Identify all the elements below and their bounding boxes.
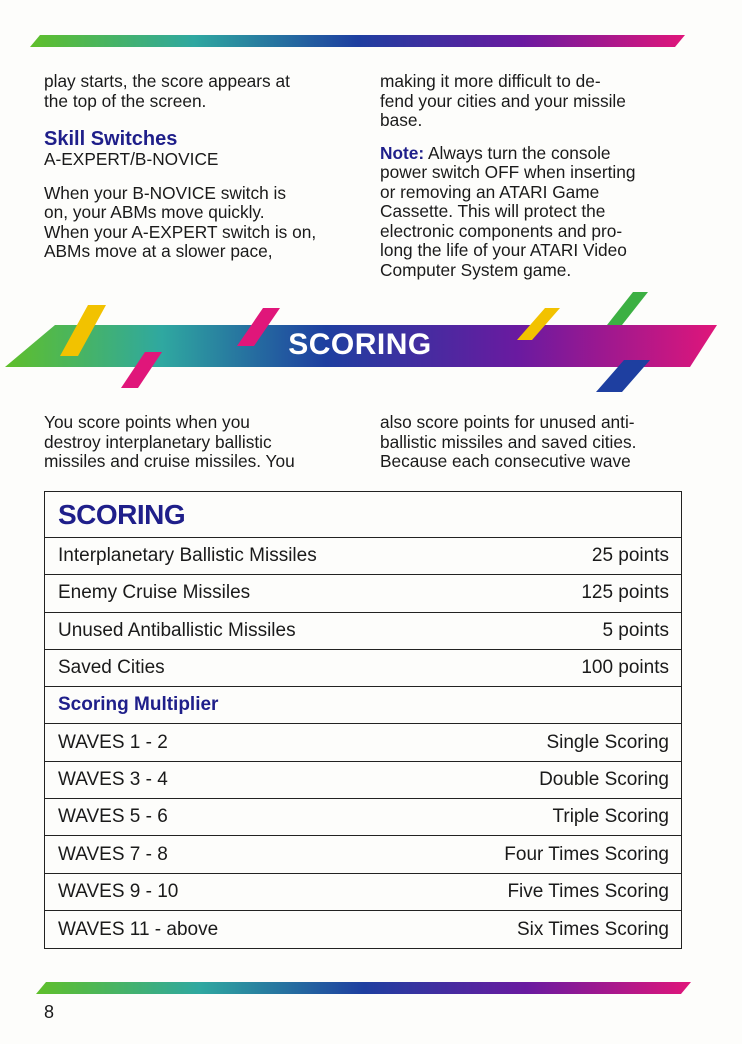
table-row	[45, 836, 681, 873]
scoring-intro-left-line-1: You score points when you	[44, 412, 250, 432]
skill-text-line-1: When your B-NOVICE switch is	[44, 182, 286, 203]
table-row	[45, 724, 681, 761]
row-label: WAVES 9 - 10	[58, 880, 179, 902]
bottom-decorative-rule	[36, 982, 691, 994]
table-title: SCORING	[58, 498, 186, 530]
continued-line-1: making it more difficult to de-	[380, 71, 601, 91]
skill-text-line-2: on, your ABMs move quickly.	[44, 202, 265, 222]
row-label: Interplanetary Ballistic Missiles	[58, 545, 317, 567]
row-value: Triple Scoring	[552, 806, 669, 828]
table-title-row	[45, 492, 681, 538]
skill-switches-heading: Skill Switches	[44, 128, 178, 150]
multiplier-heading: Scoring Multiplier	[58, 694, 219, 716]
right-column	[380, 72, 680, 280]
intro-line-2: the top of the screen.	[44, 90, 207, 111]
skill-text-line-4: ABMs move at a slower pace,	[44, 241, 273, 261]
scoring-intro-right-line-3: Because each consecutive wave	[380, 451, 631, 471]
note-line-7: Computer System game.	[380, 259, 572, 280]
scoring-intro-left	[44, 413, 354, 472]
row-value: Four Times Scoring	[504, 843, 669, 865]
row-label: Enemy Cruise Missiles	[58, 582, 251, 604]
multiplier-heading-row	[45, 687, 681, 724]
row-value: 125 points	[581, 582, 669, 604]
note-line-5: electronic components and pro-	[380, 220, 623, 241]
scoring-intro-left-line-2: destroy interplanetary ballistic	[44, 431, 272, 452]
row-value: Five Times Scoring	[507, 880, 669, 902]
skill-switches-subheading: A-EXPERT/B-NOVICE	[44, 149, 219, 169]
row-value: 100 points	[581, 657, 669, 679]
table-row	[45, 613, 681, 650]
scoring-table	[44, 491, 682, 949]
table-row	[45, 650, 681, 687]
row-value: 25 points	[591, 545, 669, 567]
table-row	[45, 538, 681, 575]
row-label: Saved Cities	[58, 657, 165, 679]
scoring-intro-right	[380, 413, 680, 472]
table-row	[45, 762, 681, 799]
row-label: WAVES 3 - 4	[58, 768, 168, 790]
page-number: 8	[44, 1002, 55, 1022]
banner-stripe-green-right	[607, 292, 648, 325]
scoring-intro-right-line-1: also score points for unused anti-	[380, 412, 635, 432]
note-first-text: Always turn the console	[424, 142, 611, 163]
scoring-banner-title: SCORING	[288, 328, 432, 361]
note-line-6: long the life of your ATARI Video	[380, 240, 627, 260]
row-value: Double Scoring	[539, 768, 669, 790]
row-label: Unused Antiballistic Missiles	[58, 619, 296, 641]
table-row	[45, 575, 681, 612]
table-row	[45, 911, 681, 948]
row-label: WAVES 7 - 8	[58, 843, 168, 865]
row-label: WAVES 1 - 2	[58, 731, 168, 753]
intro-line-1: play starts, the score appears at	[44, 71, 290, 91]
left-column	[44, 72, 354, 262]
note-line-4: Cassette. This will protect the	[380, 201, 606, 221]
row-label: WAVES 5 - 6	[58, 806, 168, 828]
note-line-2: power switch OFF when inserting	[380, 162, 636, 182]
table-row	[45, 874, 681, 911]
row-value: Single Scoring	[546, 731, 669, 753]
top-decorative-rule	[30, 35, 685, 47]
continued-line-3: base.	[380, 110, 423, 130]
row-value: 5 points	[602, 619, 669, 641]
scoring-intro-right-line-2: ballistic missiles and saved cities.	[380, 431, 637, 452]
skill-text-line-3: When your A-EXPERT switch is on,	[44, 221, 317, 242]
scoring-intro-left-line-3: missiles and cruise missiles. You	[44, 451, 295, 471]
note-label: Note:	[380, 142, 425, 163]
note-line-3: or removing an ATARI Game	[380, 181, 600, 202]
table-row	[45, 799, 681, 836]
row-label: WAVES 11 - above	[58, 918, 219, 940]
row-value: Six Times Scoring	[516, 918, 669, 940]
note-line-1	[380, 144, 680, 164]
continued-line-2: fend your cities and your missile	[380, 90, 626, 111]
